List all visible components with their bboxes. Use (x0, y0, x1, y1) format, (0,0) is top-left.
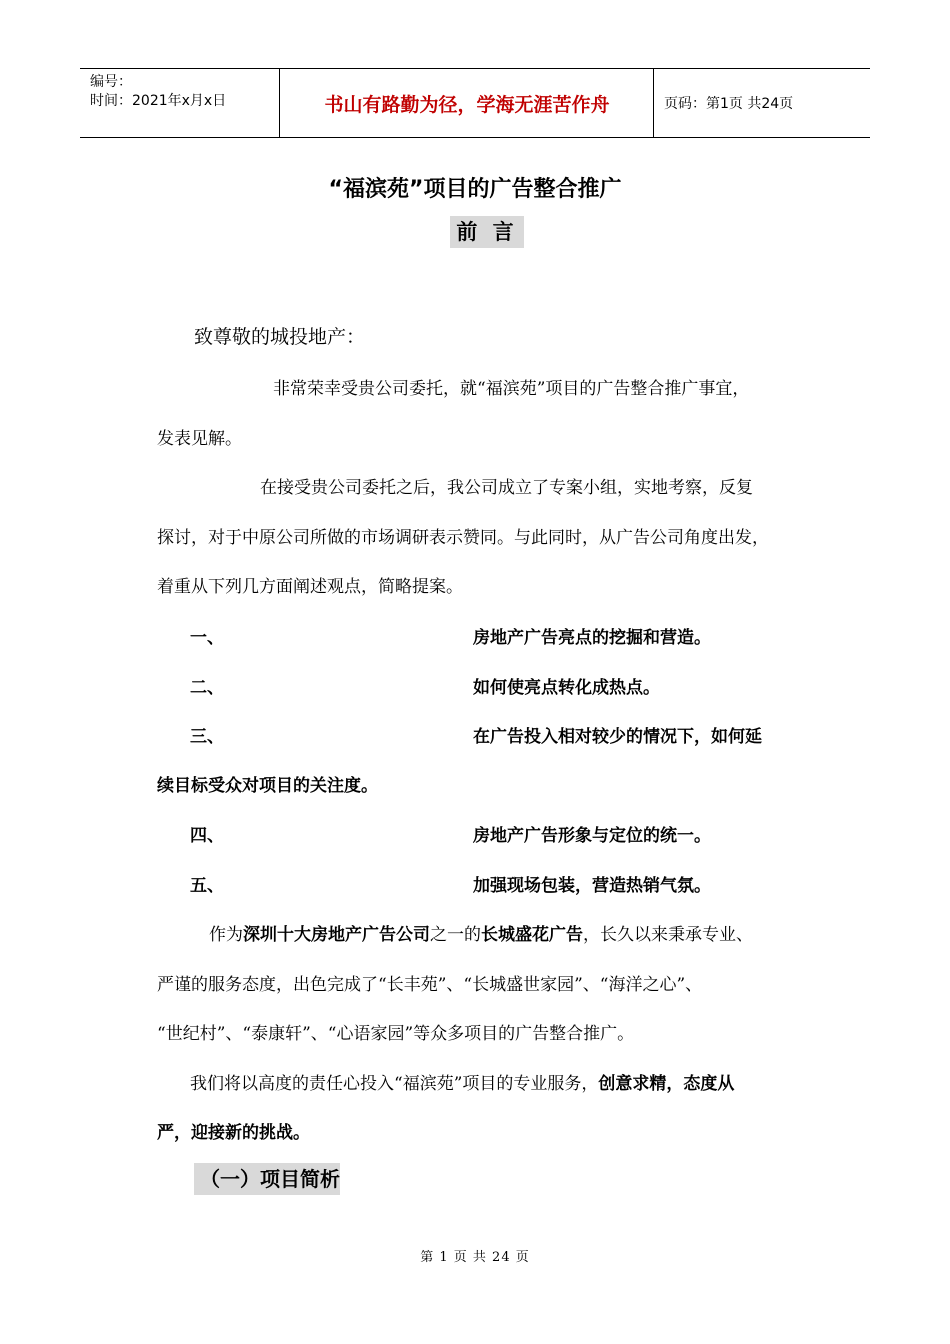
page-footer: 第 1 页 共 24 页 (420, 1250, 530, 1265)
para3-text: 作为 (209, 925, 243, 945)
para3-bold-company-name: 长城盛花广告 (481, 925, 583, 945)
para3-text: ，长久以来秉承专业、 (583, 925, 753, 945)
document-title: “福滨苑”项目的广告整合推广 (328, 177, 622, 202)
list-item-text: 在广告投入相对较少的情况下，如何延 (473, 727, 762, 747)
list-item-text: 加强现场包装，营造热销气氛。 (473, 876, 711, 896)
para3-bold-company-rank: 深圳十大房地产广告公司 (243, 925, 430, 945)
para4-line2: 严，迎接新的挑战。 (157, 1123, 310, 1143)
list-item-number: 五、 (190, 876, 224, 896)
para2-line1: 在接受贵公司委托之后，我公司成立了专案小组，实地考察，反复 (260, 478, 753, 498)
list-item-text: 房地产广告形象与定位的统一。 (473, 826, 711, 846)
list-item-text: 如何使亮点转化成热点。 (473, 678, 660, 698)
list-item-number: 一、 (190, 628, 224, 648)
section-heading: （一）项目简析 (194, 1163, 340, 1195)
para3-line2: 严谨的服务态度，出色完成了“长丰苑”、“长城盛世家园”、“海洋之心”、 (157, 975, 703, 995)
list-item-continuation: 续目标受众对项目的关注度。 (157, 776, 378, 796)
para1-line2: 发表见解。 (157, 429, 242, 449)
para2-line2: 探讨，对于中原公司所做的市场调研表示赞同。与此同时，从广告公司角度出发， (157, 528, 769, 548)
para4-bold-text: 创意求精，态度从 (598, 1074, 735, 1094)
para4-text: 我们将以高度的责任心投入“福滨苑”项目的专业服务， (190, 1074, 599, 1094)
header-meta-cell (80, 69, 280, 137)
para3-line3: “世纪村”、“泰康轩”、“心语家园”等众多项目的广告整合推广。 (157, 1024, 635, 1044)
para4-line1 (190, 1069, 734, 1094)
para2-line3: 着重从下列几方面阐述观点，简略提案。 (157, 577, 463, 597)
list-item-number: 四、 (190, 826, 224, 846)
header-motto: 书山有路勤为径，学海无涯苦作舟 (281, 69, 654, 137)
header-table (80, 68, 870, 138)
list-item-text: 房地产广告亮点的挖掘和营造。 (473, 628, 711, 648)
salutation: 致尊敬的城投地产： (194, 326, 366, 348)
header-page-info: 页码：第1页 共24页 (664, 96, 794, 112)
para3-line1 (209, 920, 753, 945)
preface-heading: 前 言 (450, 216, 524, 248)
list-item-number: 二、 (190, 678, 224, 698)
para3-text: 之一的 (430, 925, 481, 945)
list-item-number: 三、 (190, 727, 224, 747)
para1-line1: 非常荣幸受贵公司委托，就“福滨苑”项目的广告整合推广事宜， (273, 379, 750, 399)
time-label: 时间：2021年x月x日 (90, 93, 227, 109)
number-label: 编号： (90, 74, 132, 90)
